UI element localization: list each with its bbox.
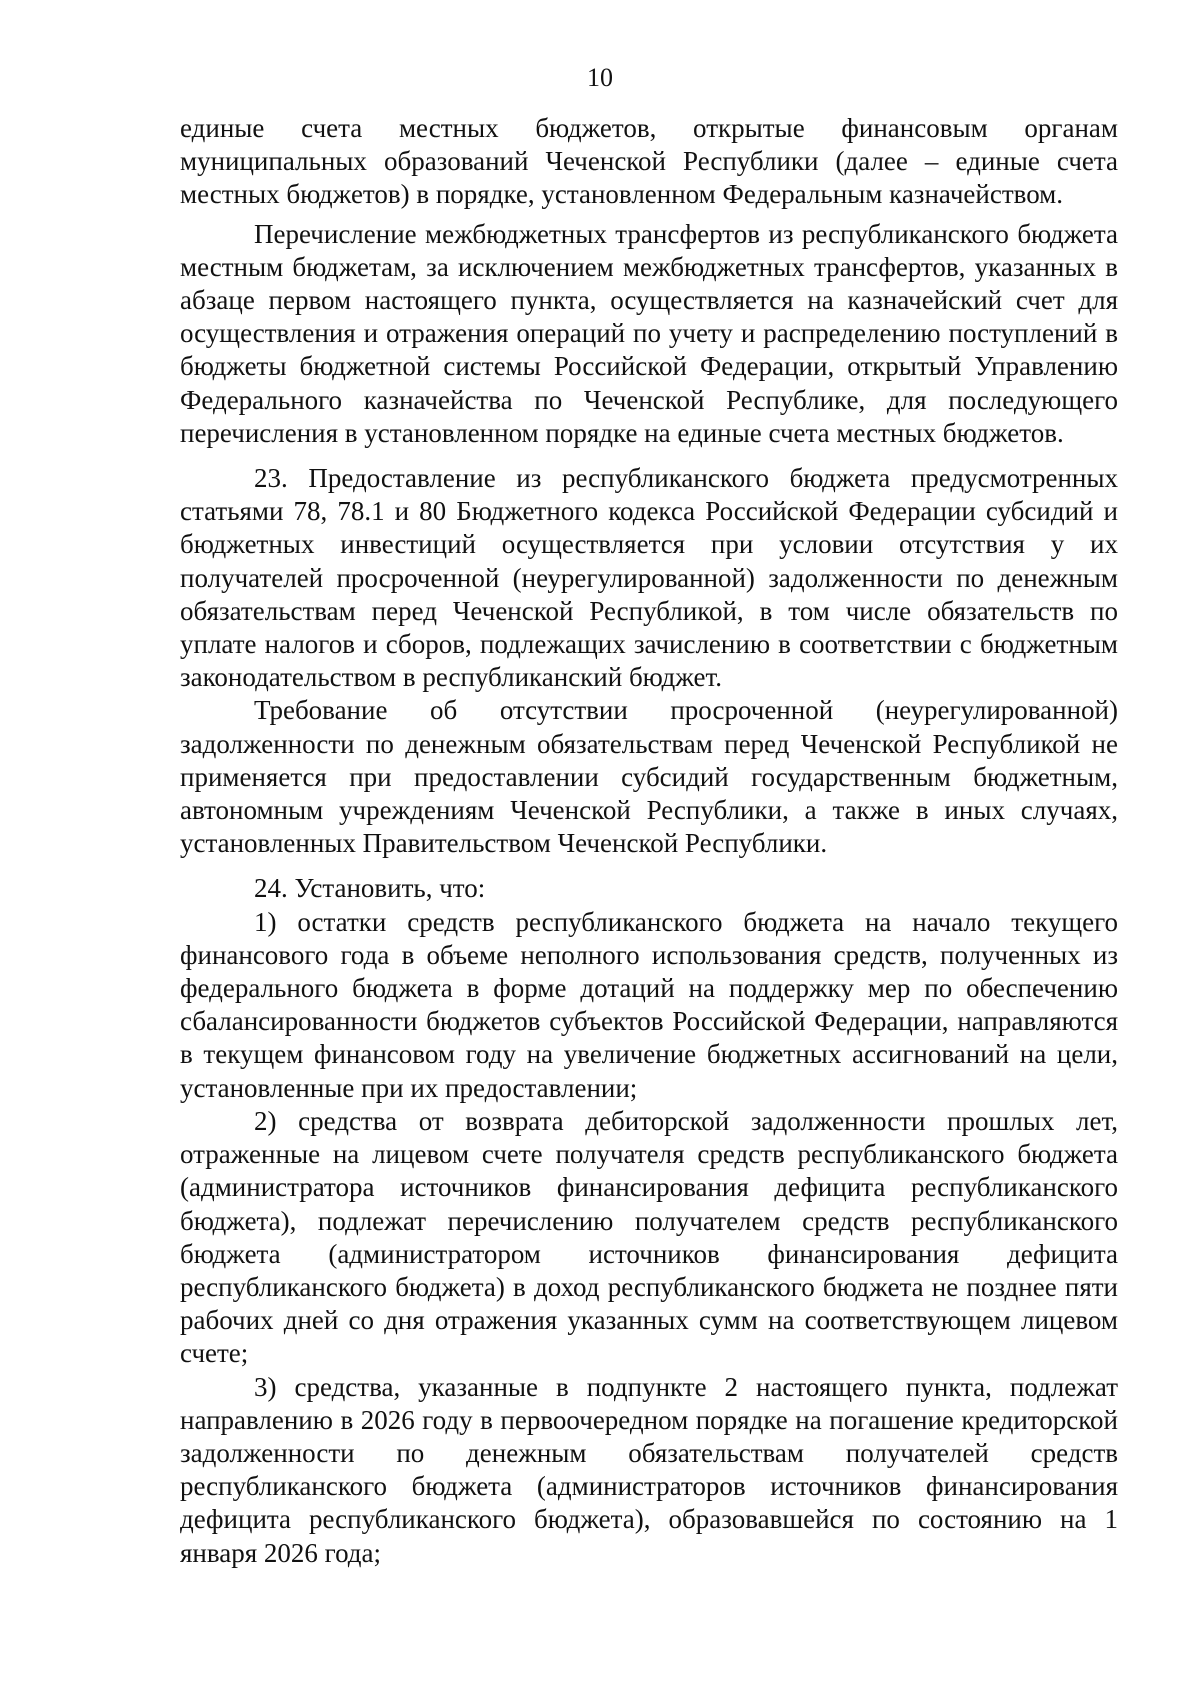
paragraph-item-24: 24. Установить, что: — [254, 873, 486, 904]
document-body — [180, 112, 1118, 1570]
subitem-2: 2) средства от возврата дебиторской задолженности прошлых лет, отраженные на лицевом счете получателя средств республиканского бюджета (администратора источников финансирования дефицита республиканского бюджета), подлежат перечислению получателем средств республиканского бюджета (администратором источников финансирования дефицита республиканского бюджета) в доход республиканского бюджета не позднее пяти рабочих дней со дня отражения указанных сумм на соответствующем лицевом счете; — [180, 1105, 1118, 1369]
subitem-3: 3) средства, указанные в подпункте 2 настоящего пункта, подлежат направлению в 2026 году в первоочередном порядке на погашение кредиторской задолженности по денежным обязательствам получателей средств республиканского бюджета (администраторов источников финансирования дефицита республиканского бюджета), образовавшейся по состоянию на 1 января 2026 года; — [180, 1371, 1118, 1568]
paragraph-transfers: Перечисление межбюджетных трансфертов из республиканского бюджета местным бюджетам, за исключением межбюджетных трансфертов, указанных в абзаце первом настоящего пункта, осуществляется на казначейский счет для осуществления и отражения операций по учету и распределению поступлений в бюджеты бюджетной системы Российской Федерации, открытый Управлению Федерального казначейства по Чеченской Республике, для последующего перечисления в установленном порядке на единые счета местных бюджетов. — [180, 218, 1118, 448]
page-number: 10 — [587, 63, 613, 92]
paragraph-continuation: единые счета местных бюджетов, открытые финансовым органам муниципальных образований Чеченской Республики (далее – единые счета местных бюджетов) в порядке, установленном Федеральным казначейством. — [180, 113, 1118, 210]
paragraph-requirement: Требование об отсутствии просроченной (неурегулированной) задолженности по денежным обязательствам перед Чеченской Республикой не применяется при предоставлении субсидий государственным бюджетным, автономным учреждениям Чеченской Республики, а также в иных случаях, установленных Правительством Чеченской Республики. — [180, 695, 1118, 859]
paragraph-item-23: 23. Предоставление из республиканского бюджета предусмотренных статьями 78, 78.1 и 80 Бюджетного кодекса Российской Федерации субсидий и бюджетных инвестиций осуществляется при условии отсутствия у их получателей просроченной (неурегулированной) задолженности по денежным обязательствам перед Чеченской Республикой, в том числе обязательств по уплате налогов и сборов, подлежащих зачислению в соответствии с бюджетным законодательством в республиканский бюджет. — [180, 463, 1118, 693]
subitem-1: 1) остатки средств республиканского бюджета на начало текущего финансового года в объеме неполного использования средств, полученных из федерального бюджета в форме дотаций на поддержку мер по обеспечению сбалансированности бюджетов субъектов Российской Федерации, направляются в текущем финансовом году на увеличение бюджетных ассигнований на цели, установленные при их предоставлении; — [180, 906, 1118, 1103]
